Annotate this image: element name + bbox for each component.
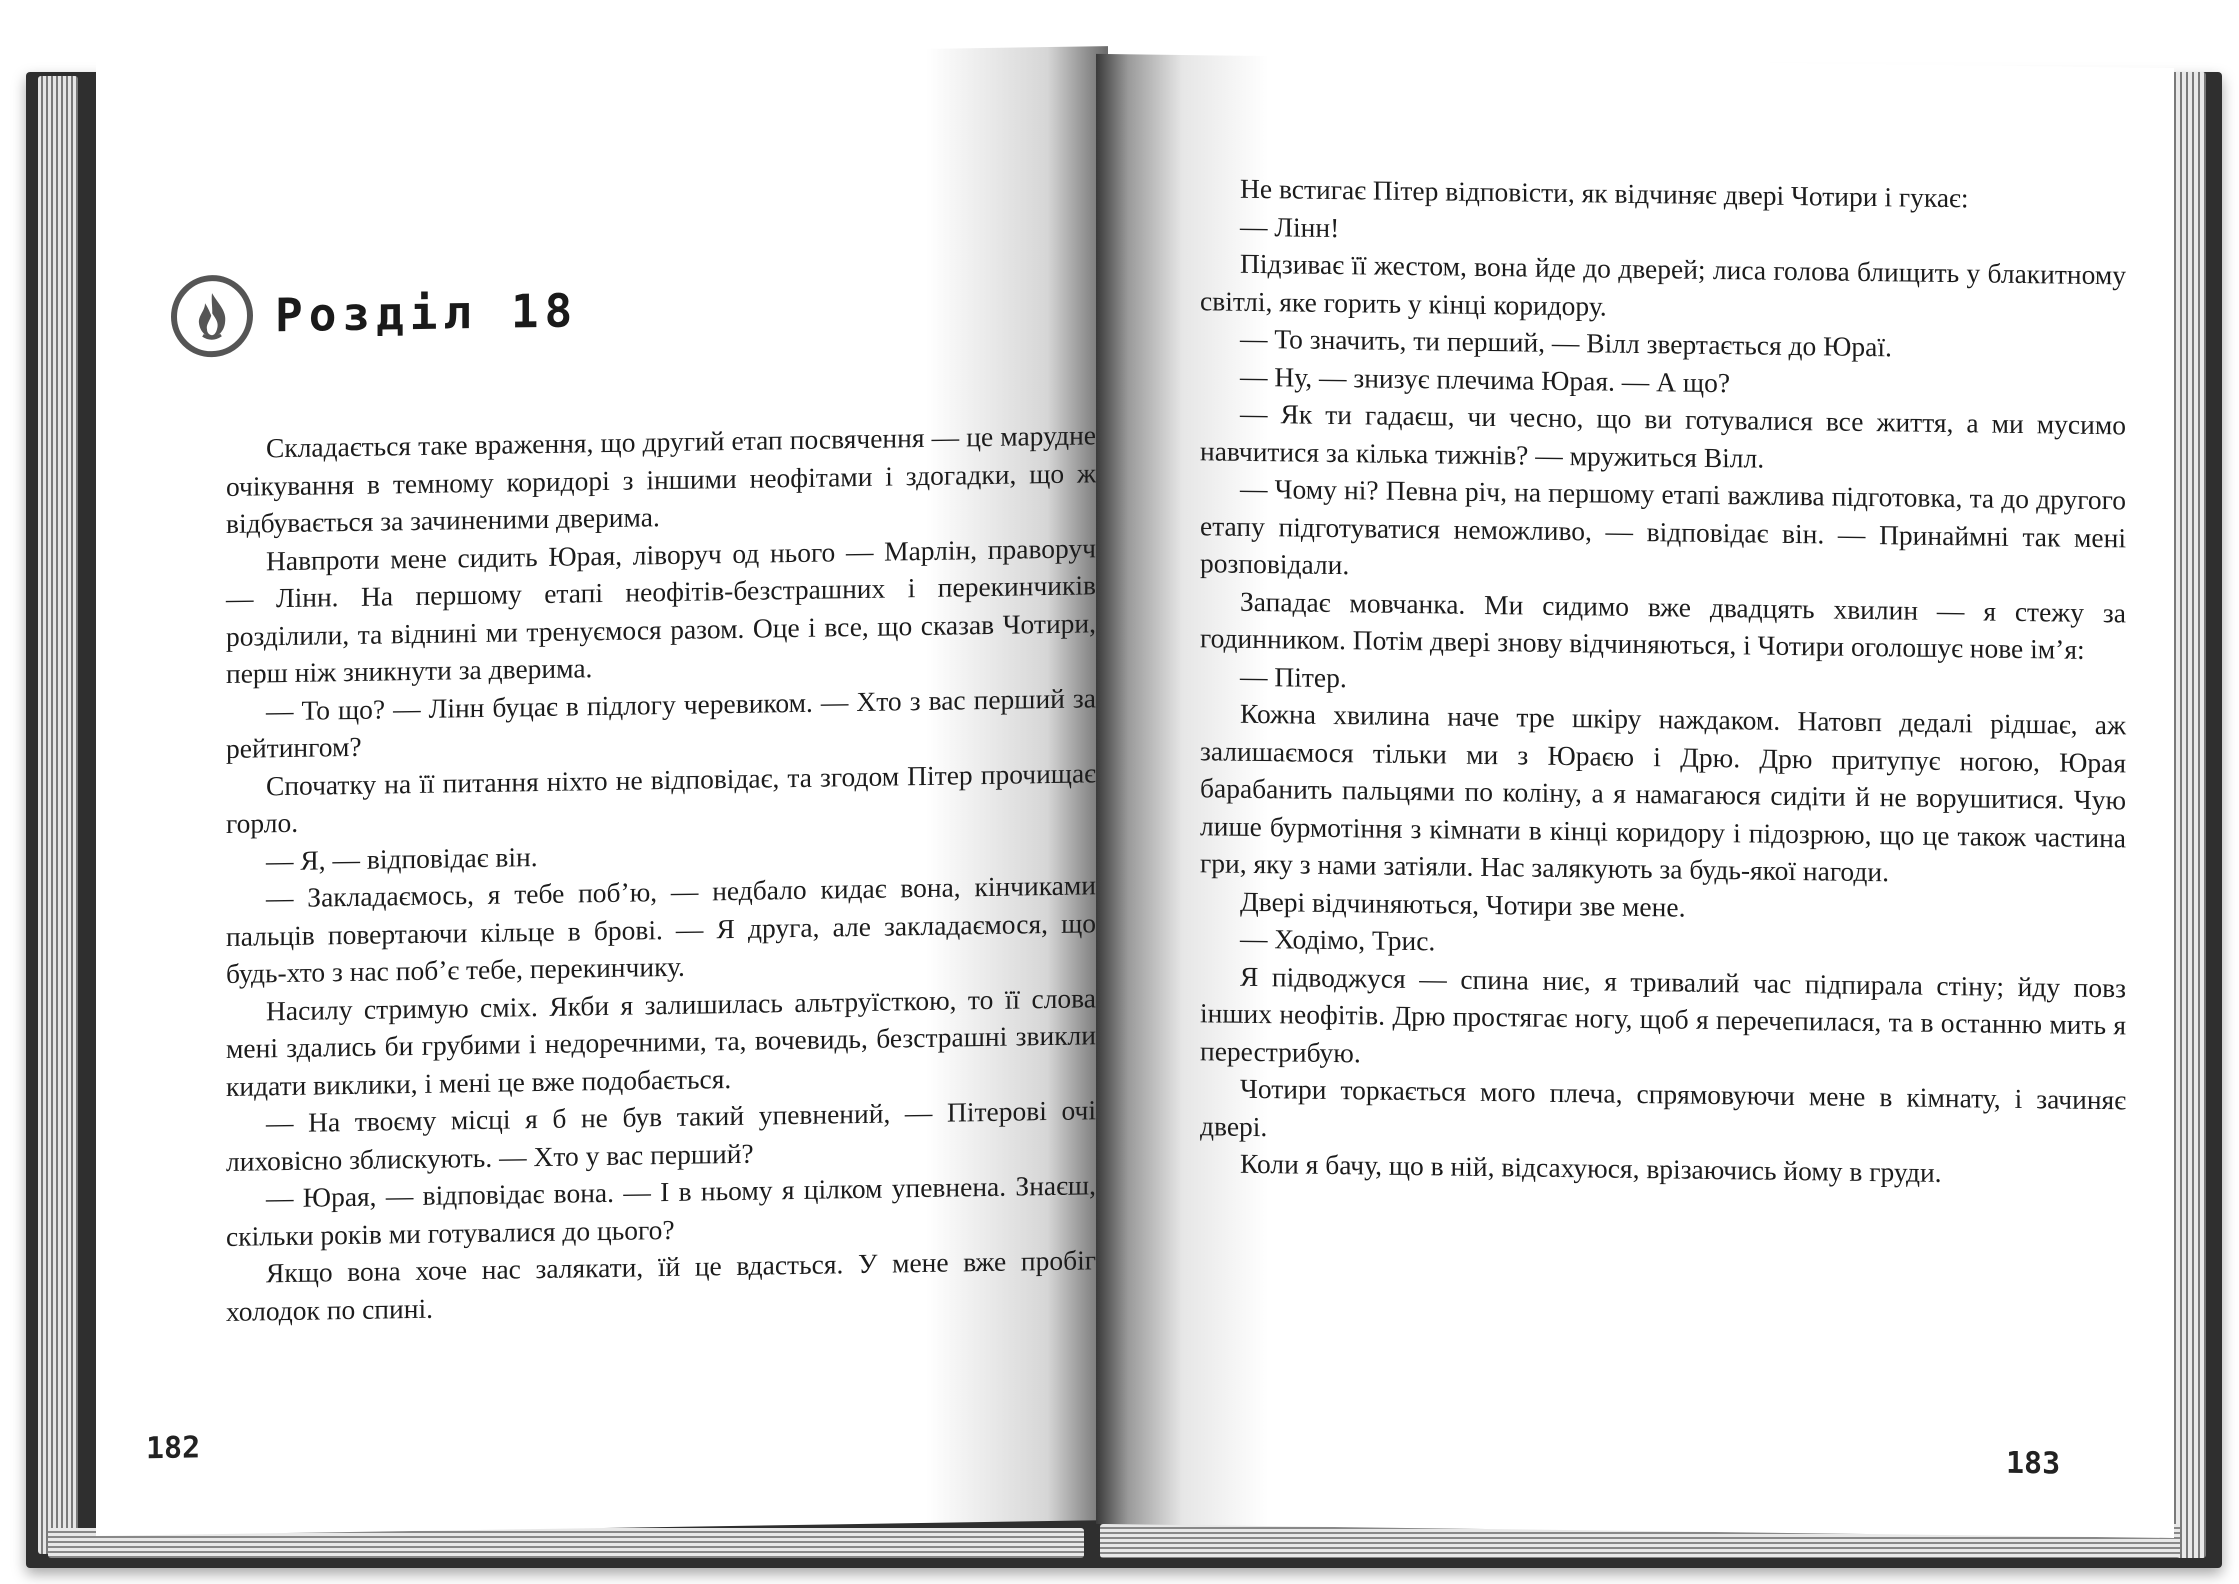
paragraph: Двері відчиняються, Чотири зве мене. — [1240, 885, 1686, 923]
right-page-text — [1200, 169, 2126, 1194]
flame-emblem-icon — [171, 275, 253, 358]
paragraph: Я підводжуся — спина ниє, я тривалий час підпирала стіну; йду повз інших неофітів. Дрю простягає ногу, щоб я перечепилася, та в останню мить я перестрибую. — [1200, 960, 2126, 1068]
paragraph: — Ну, — знизує плечима Юрая. — А що? — [1240, 360, 1731, 398]
chapter-title: Розділ 18 — [275, 283, 579, 343]
page-number-left: 182 — [146, 1430, 201, 1467]
paragraph: — Як ти гадаєш, чи чесно, що ви готувалися все життя, а ми мусимо навчитися за кілька тижнів? — мружиться Вілл. — [1200, 397, 2126, 474]
paragraph: Навпроти мене сидить Юрая, ліворуч од нього — Марлін, праворуч — Лінн. На першому етапі неофітів-безстрашних і перекинчиків розділили, та віднині ми тренуємося разом. Оце і все, що сказав Чотири, перш ніж зникнути за дверима. — [226, 531, 1096, 689]
left-page — [96, 46, 1108, 1536]
left-page-text — [226, 416, 1096, 1330]
paragraph: Спочатку на її питання ніхто не відповідає, та згодом Пітер прочищає горло. — [226, 756, 1096, 839]
paragraph: — Закладаємось, я тебе поб’ю, — недбало кидає вона, кінчиками пальців повертаючи кільце в брові. — Я друга, але закладаємося, що будь-хто з нас поб’є тебе, перекинчику. — [226, 869, 1096, 989]
paragraph: Якщо вона хоче нас залякати, їй це вдасться. У мене вже пробіг холодок по спині. — [226, 1244, 1096, 1327]
paragraph: Не встигає Пітер відповісти, як відчиняє двері Чотири і гукає: — [1240, 172, 1969, 214]
paragraph: Кожна хвилина наче тре шкіру наждаком. Натовп дедалі рідшає, аж залишаємося тільки ми з Юраєю і Дрю. Дрю притупує ногою, Юрая барабанить пальцями по коліну, а я намагаюся сидіти й не ворушитися. Чую лише бурмотіння з кімнати в кінці коридору і підозрюю, що це також частина гри, яку з нами затіяли. Нас залякують за будь-якої нагоди. — [1200, 697, 2126, 888]
paragraph: — Я, — відповідає він. — [266, 840, 538, 876]
paragraph: — То що? — Лінн буцає в підлогу черевиком. — Хто з вас перший за рейтингом? — [226, 681, 1096, 764]
paragraph: — То значить, ти перший, — Вілл звертається до Юраї. — [1240, 322, 1892, 363]
paragraph: Підзиває її жестом, вона йде до дверей; лиса голова блищить у блакитному світлі, яке горить у кінці коридору. — [1200, 247, 2126, 322]
page-number-right: 183 — [2006, 1445, 2061, 1482]
paragraph: — На твоєму місці я б не був такий упевнений, — Пітерові очі лиховісно зблискують. — Хто у вас перший? — [226, 1094, 1096, 1177]
page-edges-left — [38, 76, 78, 1554]
paragraph: Коли я бачу, що в ній, відсахуюся, врізаючись йому в груди. — [1240, 1147, 1942, 1188]
chapter-heading — [171, 262, 578, 364]
paragraph: Складається таке враження, що другий етап посвячення — це марудне очікування в темному коридорі з іншими неофітами і здогадки, що ж відбувається за зачиненими дверима. — [226, 419, 1096, 539]
paragraph: — Ходімо, Трис. — [1240, 922, 1436, 957]
right-page — [1096, 54, 2174, 1538]
paragraph: — Лінн! — [1240, 210, 1340, 243]
paragraph: — Пітер. — [1240, 660, 1347, 693]
paragraph: Насилу стримую сміх. Якби я залишилась альтруїсткою, то її слова мені здались би грубими і недоречними, та, вочевидь, безстрашні звикли кидати виклики, і мені це вже подобається. — [226, 981, 1096, 1102]
paragraph: Чотири торкається мого плеча, спрямовуючи мене в кімнату, і зачиняє двері. — [1200, 1072, 2126, 1142]
paragraph: Западає мовчанка. Ми сидимо вже двадцять хвилин — я стежу за годинником. Потім двері знову відчиняються, і Чотири оголошує нове ім’я: — [1200, 585, 2126, 665]
paragraph: — Юрая, — відповідає вона. — І в ньому я цілком упевнена. Знаєш, скільки років ми готувалися до цього? — [226, 1169, 1096, 1252]
paragraph: — Чому ні? Певна річ, на першому етапі важлива підготовка, та до другого етапу підготуватися неможливо, — відповідає він. — Принаймні так мені розповідали. — [1200, 472, 2126, 581]
